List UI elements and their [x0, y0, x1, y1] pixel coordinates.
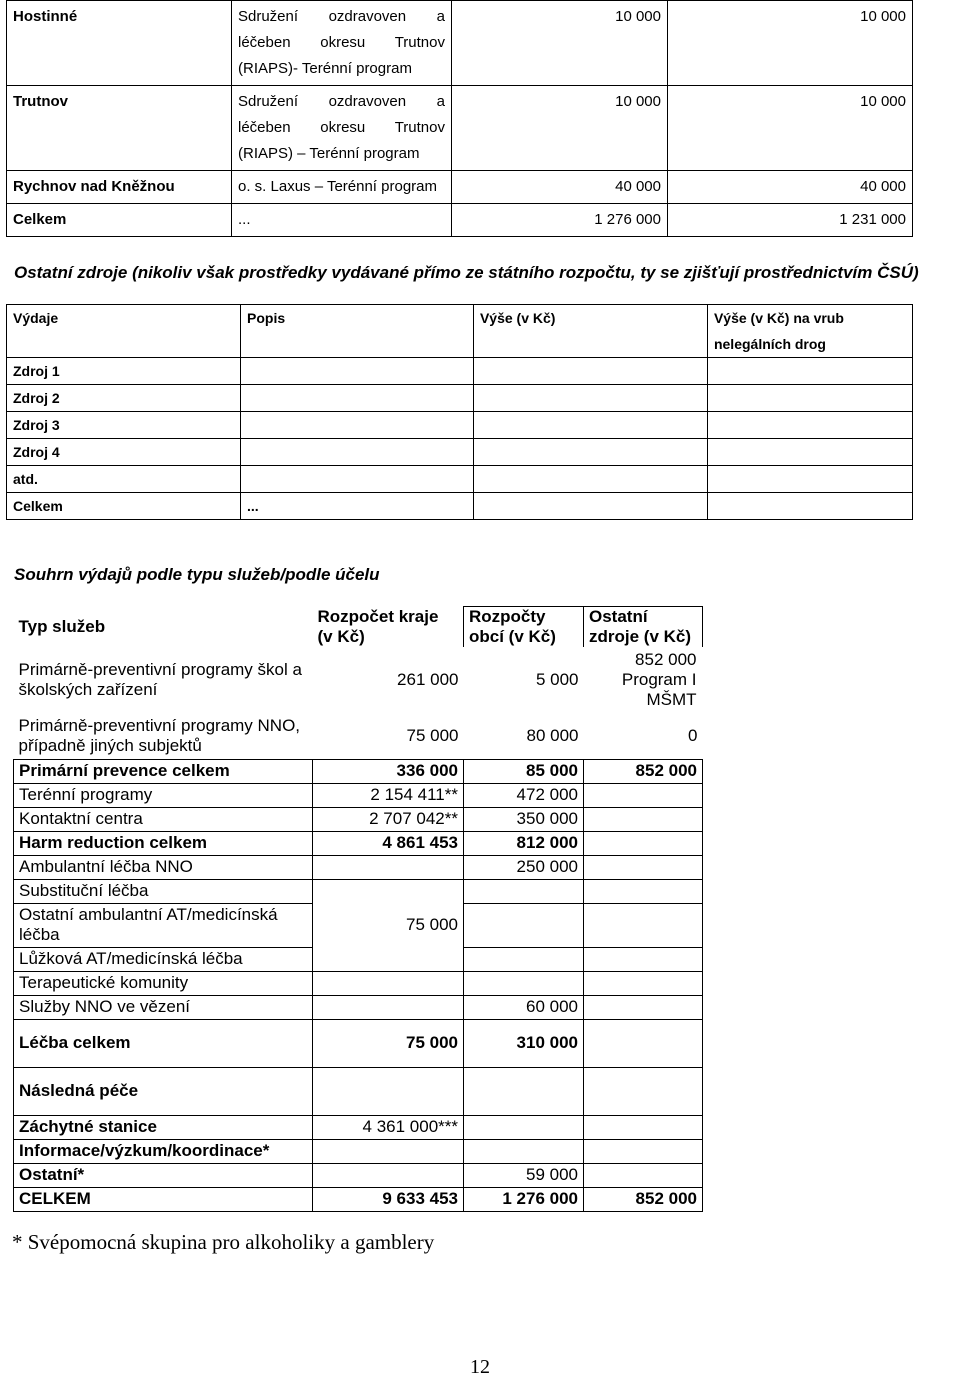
- header-cell: Rozpočet kraje (v Kč): [317, 606, 439, 646]
- table-row: Harm reduction celkem 4 861 453 812 000: [14, 831, 703, 855]
- value-cell: 40 000: [668, 171, 913, 204]
- row-label: Zdroj 2: [7, 385, 241, 412]
- row-label: Celkem: [7, 493, 241, 520]
- section-heading-summary: Souhrn výdajů podle typu služeb/podle účelu: [14, 565, 380, 584]
- table-row: Ostatní* 59 000: [14, 1163, 703, 1187]
- header-cell: Výdaje: [7, 305, 241, 358]
- desc-cell: Sdružení ozdravoven a léčeben okresu Trutnov (RIAPS) – Terénní program: [232, 86, 452, 171]
- row-label: Primárně-preventivní programy NNO, případně jiných subjektů: [18, 715, 301, 755]
- header-cell: Výše (v Kč) na vrub nelegálních drog: [707, 305, 912, 358]
- header-cell: Typ služeb: [18, 616, 106, 636]
- place-cell: Trutnov: [7, 86, 232, 171]
- row-label: atd.: [7, 466, 241, 493]
- table-row: [7, 466, 913, 493]
- row-label: Zdroj 4: [7, 439, 241, 466]
- table-row: Primárně-preventivní programy škol a školských zařízení 261 000 5 000 852 000 Program I MŠMT: [14, 647, 703, 713]
- value-cell: 1 276 000: [452, 204, 668, 237]
- total-desc: ...: [241, 493, 474, 520]
- place-cell: Rychnov nad Kněžnou: [7, 171, 232, 204]
- other-sources-table: [6, 304, 913, 520]
- table-row: Služby NNO ve vězení 60 000: [14, 995, 703, 1019]
- table-row: Záchytné stanice 4 361 000***: [14, 1115, 703, 1139]
- row-label: Zdroj 1: [7, 358, 241, 385]
- table-row: Následná péče: [14, 1067, 703, 1115]
- table-row: [7, 171, 913, 204]
- table-row: [7, 204, 913, 237]
- table-row: [7, 1, 913, 86]
- footnote: * Svépomocná skupina pro alkoholiky a gamblery: [12, 1230, 435, 1254]
- row-label: Primárně-preventivní programy škol a školských zařízení: [18, 660, 302, 699]
- table-row: [7, 86, 913, 171]
- desc-cell: Sdružení ozdravoven a léčeben okresu Trutnov (RIAPS)- Terénní program: [232, 1, 452, 86]
- table-row: Substituční léčba 75 000: [14, 879, 703, 903]
- table-row: Informace/výzkum/koordinace*: [14, 1139, 703, 1163]
- value-cell: 10 000: [452, 1, 668, 86]
- desc-cell: o. s. Laxus – Terénní program: [232, 171, 452, 204]
- table-header-row: [14, 607, 703, 648]
- table-row: Lůžková AT/medicínská léčba: [14, 947, 703, 971]
- table-row: [7, 412, 913, 439]
- table-row: CELKEM 9 633 453 1 276 000 852 000: [14, 1187, 703, 1211]
- header-cell: Rozpočty obcí (v Kč): [464, 607, 584, 648]
- header-cell: Popis: [241, 305, 474, 358]
- value-cell: 10 000: [668, 1, 913, 86]
- funding-table-top: [6, 0, 913, 237]
- table-row: [7, 358, 913, 385]
- table-row: Ambulantní léčba NNO 250 000: [14, 855, 703, 879]
- table-row: Terapeutické komunity: [14, 971, 703, 995]
- table-row: [7, 493, 913, 520]
- value-cell: 10 000: [452, 86, 668, 171]
- desc-cell: ...: [232, 204, 452, 237]
- page-number: 12: [470, 1356, 490, 1378]
- summary-table: [13, 606, 703, 1212]
- header-cell: Výše (v Kč): [473, 305, 707, 358]
- place-cell: Celkem: [7, 204, 232, 237]
- table-row: Ostatní ambulantní AT/medicínská léčba: [14, 903, 703, 947]
- value-cell: 1 231 000: [668, 204, 913, 237]
- table-row: [7, 439, 913, 466]
- header-cell: Ostatní zdroje (v Kč): [584, 607, 703, 648]
- table-row: [7, 385, 913, 412]
- section-heading-other-sources: Ostatní zdroje (nikoliv však prostředky vydávané přímo ze státního rozpočtu, ty se zjišťují prostřednictvím ČSÚ): [14, 263, 919, 282]
- table-row: Primární prevence celkem 336 000 85 000 852 000: [14, 759, 703, 783]
- table-row: Terénní programy 2 154 411** 472 000: [14, 783, 703, 807]
- table-row: Kontaktní centra 2 707 042** 350 000: [14, 807, 703, 831]
- place-cell: Hostinné: [7, 1, 232, 86]
- row-label: Zdroj 3: [7, 412, 241, 439]
- table-row: Primárně-preventivní programy NNO, případně jiných subjektů 75 000 80 000 0: [14, 713, 703, 759]
- table-row: Léčba celkem 75 000 310 000: [14, 1019, 703, 1067]
- value-cell: 10 000: [668, 86, 913, 171]
- value-cell: 40 000: [452, 171, 668, 204]
